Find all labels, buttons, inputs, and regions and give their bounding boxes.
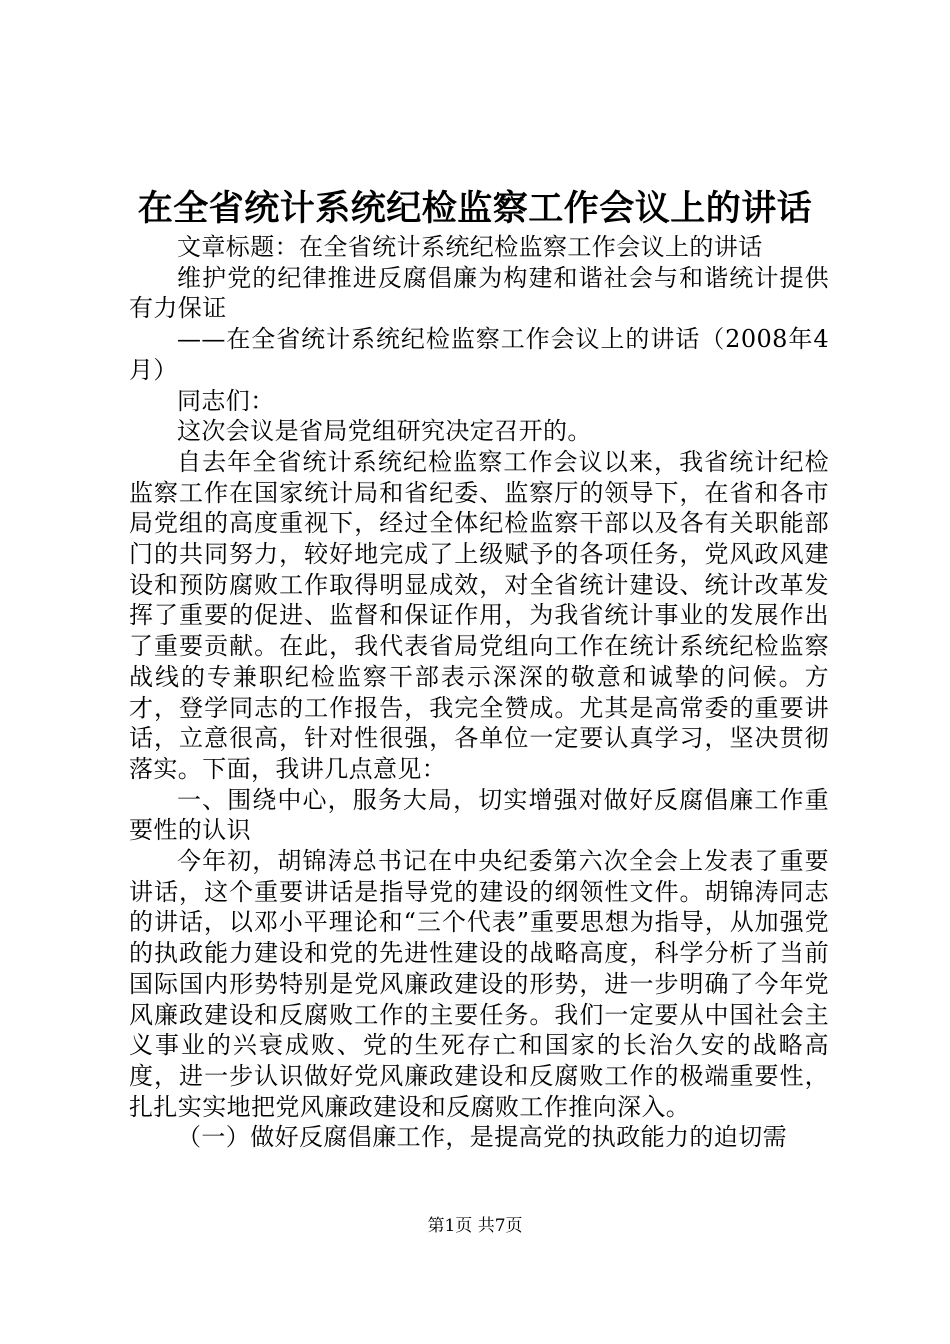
document-body	[129, 232, 829, 1153]
body-paragraph: 今年初，胡锦涛总书记在中央纪委第六次全会上发表了重要讲话，这个重要讲话是指导党的建设的纲领性文件。胡锦涛同志的讲话，以邓小平理论和“三个代表”重要思想为指导，从加强党的执政能力建设和党的先进性建设的战略高度，科学分析了当前国际国内形势特别是党风廉政建设的形势，进一步明确了今年党风廉政建设和反腐败工作的主要任务。我们一定要从中国社会主义事业的兴衰成败、党的生死存亡和国家的长治久安的战略高度，进一步认识做好党风廉政建设和反腐败工作的极端重要性，扎扎实实地把党风廉政建设和反腐败工作推向深入。	[129, 847, 829, 1121]
document-title: 在全省统计系统纪检监察工作会议上的讲话	[137, 189, 813, 229]
opening-paragraph: 这次会议是省局党组研究决定召开的。	[177, 417, 592, 446]
article-title-line: 文章标题：在全省统计系统纪检监察工作会议上的讲话	[177, 233, 763, 261]
section-heading: 一、围绕中心，服务大局，切实增强对做好反腐倡廉工作重要性的认识	[129, 785, 829, 845]
subsection-heading: （一）做好反腐倡廉工作，是提高党的执政能力的迫切需	[177, 1123, 787, 1152]
speech-subheading: ——在全省统计系统纪检监察工作会议上的讲话（2008年4月）	[129, 325, 829, 384]
speech-heading: 维护党的纪律推进反腐倡廉为构建和谐社会与和谐统计提供有力保证	[129, 263, 829, 323]
page-number-footer: 第1页 共7页	[427, 1216, 523, 1236]
salutation: 同志们：	[177, 386, 275, 415]
body-paragraph: 自去年全省统计系统纪检监察工作会议以来，我省统计纪检监察工作在国家统计局和省纪委、监察厅的领导下，在省和各市局党组的高度重视下，经过全体纪检监察干部以及各有关职能部门的共同努力，较好地完成了上级赋予的各项任务，党风政风建设和预防腐败工作取得明显成效，对全省统计建设、统计改革发挥了重要的促进、监督和保证作用，为我省统计事业的发展作出了重要贡献。在此，我代表省局党组向工作在统计系统纪检监察战线的专兼职纪检监察干部表示深深的敬意和诚挚的问候。方才，登学同志的工作报告，我完全赞成。尤其是高常委的重要讲话，立意很高，针对性很强，各单位一定要认真学习，坚决贯彻落实。下面，我讲几点意见：	[129, 447, 829, 783]
